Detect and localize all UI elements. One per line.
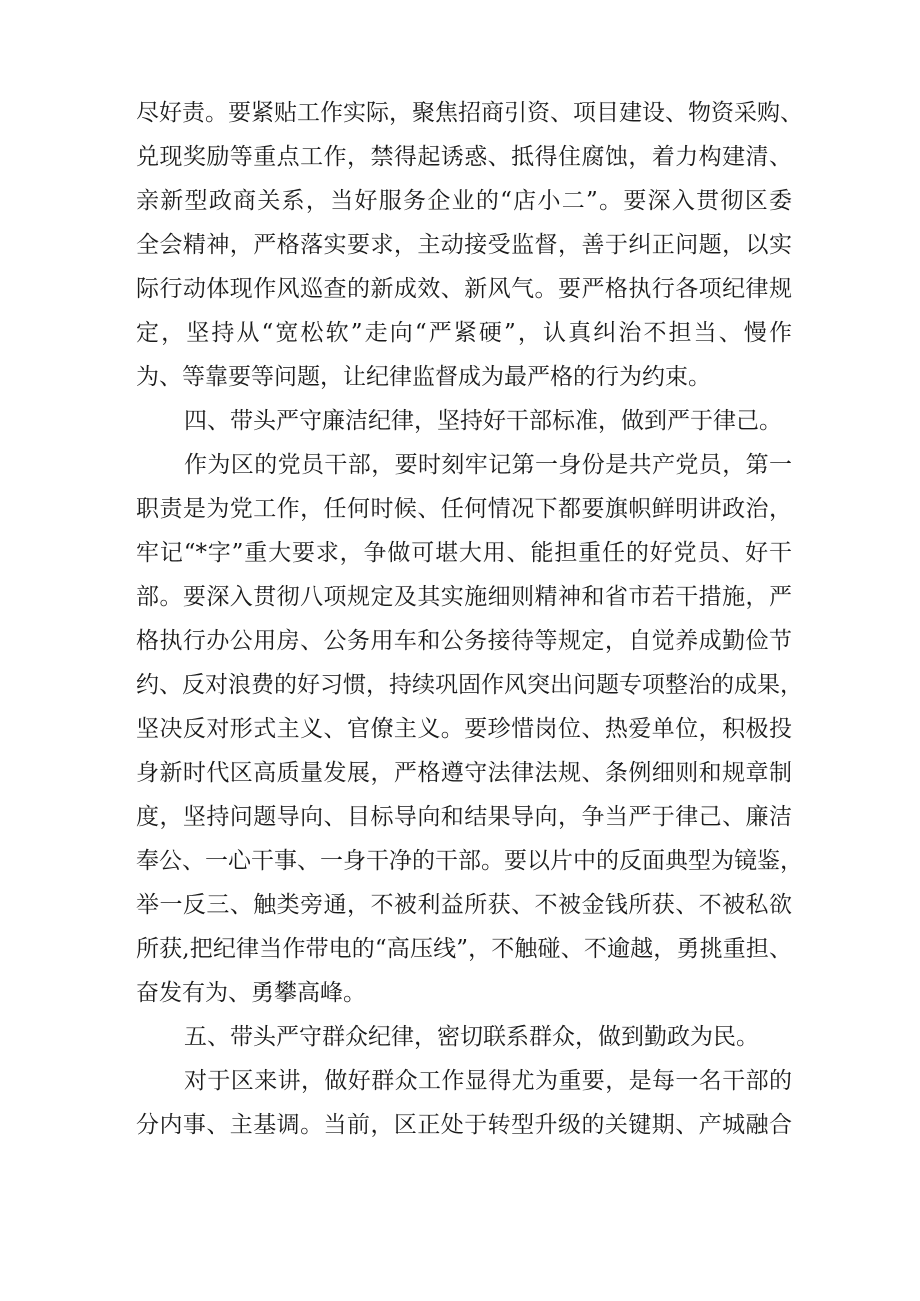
text-line: 坚决反对形式主义、官僚主义。要珍惜岗位、热爱单位，积极投	[136, 716, 792, 742]
text-line: 职责是为党工作，任何时候、任何情况下都要旗帜鲜明讲政治，	[136, 496, 792, 522]
text-line: 全会精神，严格落实要求，主动接受监督，善于纠正问题，以实	[136, 232, 792, 258]
text-line: 对于区来讲，做好群众工作显得尤为重要，是每一名干部的	[184, 1068, 792, 1094]
text-line: 亲新型政商关系，当好服务企业的“店小二”。要深入贯彻区委	[136, 188, 792, 214]
text-line: 格执行办公用房、公务用车和公务接待等规定，自觉养成勤俭节	[136, 628, 792, 654]
text-line: 分内事、主基调。当前，区正处于转型升级的关键期、产城融合	[136, 1112, 792, 1138]
text-line: 部。要深入贯彻八项规定及其实施细则精神和省市若干措施，严	[136, 584, 792, 610]
text-line: 为、等靠要等问题，让纪律监督成为最严格的行为约束。	[136, 364, 711, 390]
text-line: 际行动体现作风巡查的新成效、新风气。要严格执行各项纪律规	[136, 276, 792, 302]
text-line: 四、带头严守廉洁纪律，坚持好干部标准，做到严于律己。	[184, 408, 782, 434]
text-line: 奋发有为、勇攀高峰。	[136, 980, 366, 1006]
text-line: 约、反对浪费的好习惯，持续巩固作风突出问题专项整治的成果，	[136, 672, 803, 698]
text-line: 所获,把纪律当作带电的“高压线”，不触碰、不逾越，勇挑重担、	[136, 936, 792, 962]
text-line: 举一反三、触类旁通，不被利益所获、不被金钱所获、不被私欲	[136, 892, 792, 918]
text-line: 定，坚持从“宽松软”走向“严紧硬”，认真纠治不担当、慢作	[136, 320, 792, 346]
text-line: 五、带头严守群众纪律，密切联系群众，做到勤政为民。	[184, 1024, 759, 1050]
text-line: 度，坚持问题导向、目标导向和结果导向，争当严于律己、廉洁	[136, 804, 792, 830]
text-line: 尽好责。要紧贴工作实际，聚焦招商引资、项目建设、物资采购、	[136, 100, 803, 126]
text-line: 奉公、一心干事、一身干净的干部。要以片中的反面典型为镜鉴，	[136, 848, 803, 874]
text-line: 牢记“*字”重大要求，争做可堪大用、能担重任的好党员、好干	[136, 540, 792, 566]
text-line: 身新时代区高质量发展，严格遵守法律法规、条例细则和规章制	[136, 760, 792, 786]
text-line: 作为区的党员干部，要时刻牢记第一身份是共产党员，第一	[184, 452, 792, 478]
text-line: 兑现奖励等重点工作，禁得起诱惑、抵得住腐蚀，着力构建清、	[136, 144, 792, 170]
